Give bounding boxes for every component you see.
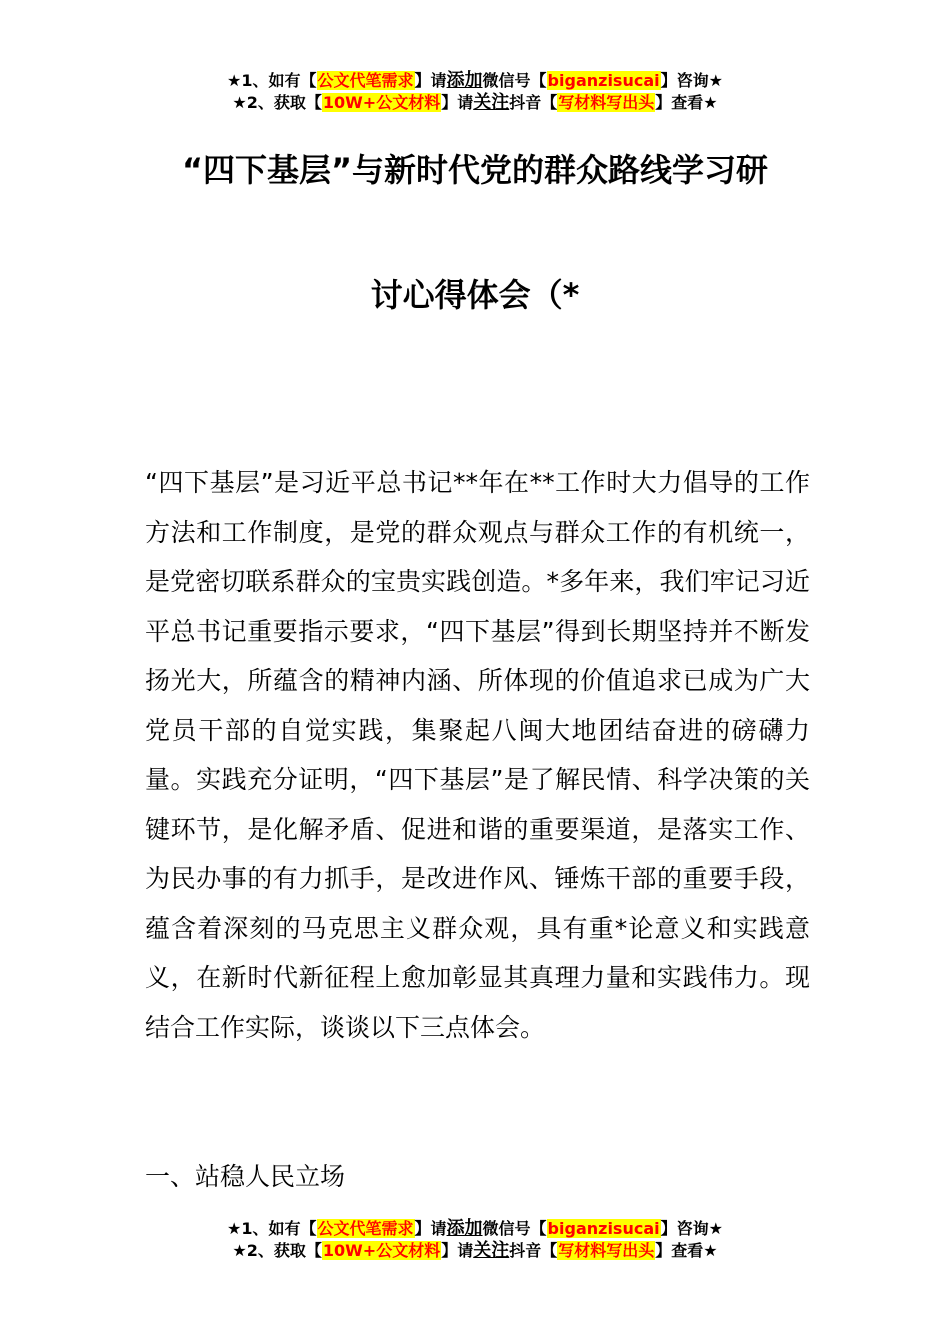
banner-text: 微信号【 xyxy=(482,1219,547,1238)
banner-text: 微信号【 xyxy=(482,71,547,90)
highlight-service: 公文代笔需求 xyxy=(317,71,414,90)
banner-text: 】查看★ xyxy=(655,93,718,112)
banner-text: ★1、如有【 xyxy=(227,71,317,90)
banner-text: 】请 xyxy=(441,1241,474,1260)
banner-text: ★2、获取【 xyxy=(232,93,322,112)
banner-text: ★2、获取【 xyxy=(232,1241,322,1260)
highlight-service: 公文代笔需求 xyxy=(317,1219,414,1238)
banner-text: 】请 xyxy=(441,93,474,112)
banner-line-2 xyxy=(0,1240,950,1262)
banner-text: 抖音【 xyxy=(509,1241,558,1260)
banner-line-1 xyxy=(0,70,950,92)
highlight-materials: 10W+公文材料 xyxy=(322,93,441,112)
banner-text: ★1、如有【 xyxy=(227,1219,317,1238)
banner-underline-text: 添加 xyxy=(446,1218,483,1239)
banner-text: 】咨询★ xyxy=(660,71,723,90)
bottom-banner xyxy=(0,1218,950,1262)
highlight-wechat-id: biganzisucai xyxy=(547,1219,660,1238)
body-paragraph: “四下基层”是习近平总书记**年在**工作时大力倡导的工作方法和工作制度，是党的群众观点与群众工作的有机统一，是党密切联系群众的宝贵实践创造。*多年来，我们牢记习近平总书记重要指示要求，“四下基层”得到长期坚持并不断发扬光大，所蕴含的精神内涵、所体现的价值追求已成为广大党员干部的自觉实践，集聚起八闽大地团结奋进的磅礴力量。实践充分证明，“四下基层”是了解民情、科学决策的关键环节，是化解矛盾、促进和谐的重要渠道，是落实工作、为民办事的有力抓手，是改进作风、锤炼干部的重要手段，蕴含着深刻的马克思主义群众观，具有重*论意义和实践意义，在新时代新征程上愈加彰显其真理力量和实践伟力。现结合工作实际，谈谈以下三点体会。 xyxy=(145,468,810,1042)
banner-underline-text: 关注 xyxy=(473,92,510,113)
highlight-materials: 10W+公文材料 xyxy=(322,1241,441,1260)
highlight-douyin-account: 写材料写出头 xyxy=(558,93,655,112)
highlight-wechat-id: biganzisucai xyxy=(547,71,660,90)
banner-text: 】请 xyxy=(414,1219,447,1238)
section-heading: 一、站稳人民立场 xyxy=(145,1162,346,1191)
banner-text: 】咨询★ xyxy=(660,1219,723,1238)
highlight-douyin-account: 写材料写出头 xyxy=(558,1241,655,1260)
top-banner xyxy=(0,70,950,114)
banner-underline-text: 关注 xyxy=(473,1240,510,1261)
banner-text: 】查看★ xyxy=(655,1241,718,1260)
banner-text: 】请 xyxy=(414,71,447,90)
document-title-line-2: 讨心得体会（* xyxy=(370,276,580,314)
document-title-line-1: “四下基层”与新时代党的群众路线学习研 xyxy=(181,151,769,189)
banner-underline-text: 添加 xyxy=(446,70,483,91)
banner-text: 抖音【 xyxy=(509,93,558,112)
banner-line-1 xyxy=(0,1218,950,1240)
banner-line-2 xyxy=(0,92,950,114)
